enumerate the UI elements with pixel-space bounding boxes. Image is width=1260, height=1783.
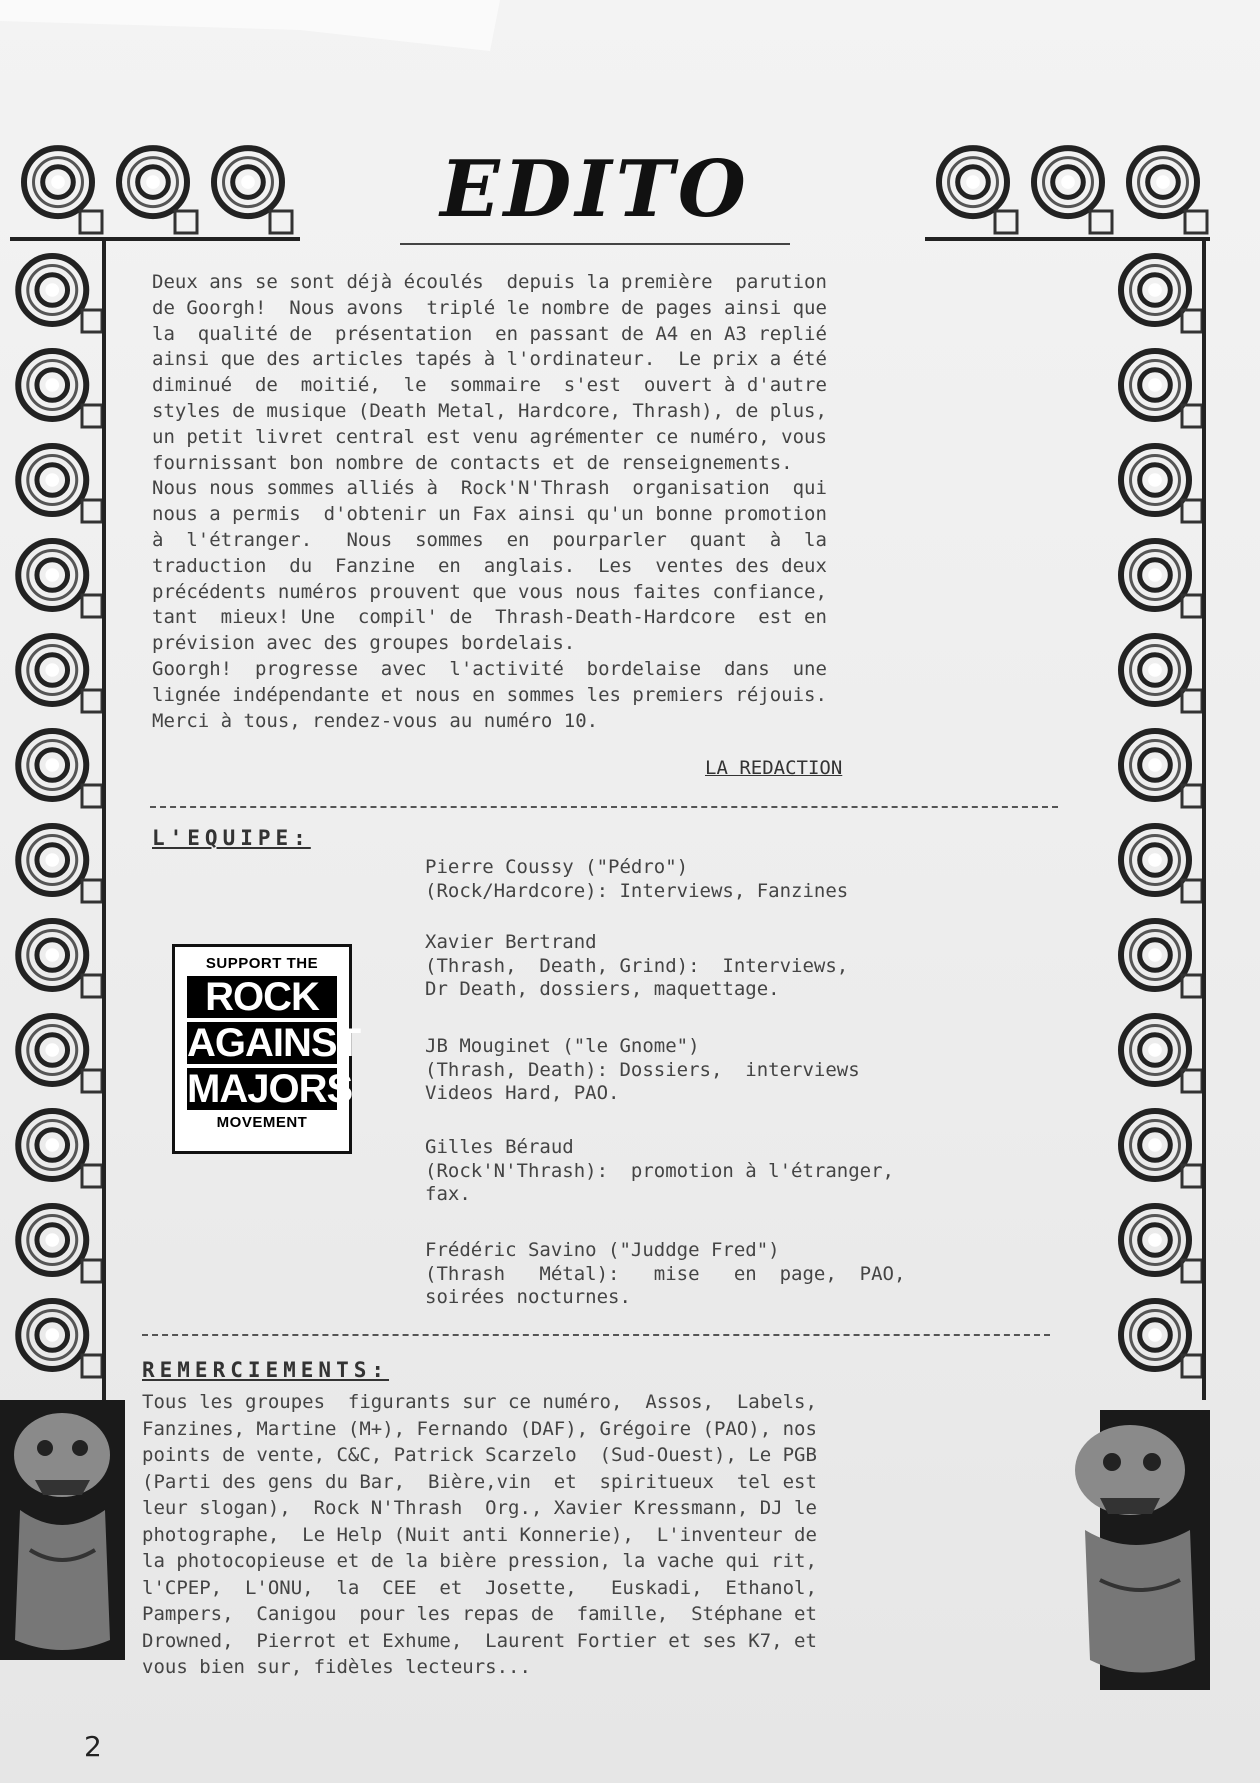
ornament-left-column (5, 240, 110, 1400)
rock-against-majors-logo (172, 944, 360, 1154)
team-member: Pierre Coussy ("Pédro") (Rock/Hardcore): Interviews, Fanzines (425, 856, 849, 902)
divider (150, 806, 1058, 808)
thanks-text: Tous les groupes figurants sur ce numéro, Assos, Labels, Fanzines, Martine (M+), Fernando (DAF), Grégoire (PAO), nos points de vente, C&C, Patrick Scarzelo (Sud-Ouest), Le PGB (Parti des gens du Bar, Bière,vin et spiritueux tel est leur slogan), Rock N'Thrash Org., Xavier Kressmann, DJ le photographe, Le Help (Nuit anti Konnerie), L'inventeur de la photocopieuse et de la bière pression, la vache qui rit, l'CPEP, L'ONU, la CEE et Josette, Euskadi, Ethanol, Pampers, Canigou pour les repas de famille, Stéphane et Drowned, Pierrot et Exhume, Laurent Fortier et ses K7, et vous bien sur, fidèles lecteurs... (142, 1391, 817, 1678)
editorial-signature: LA REDACTION (705, 757, 843, 779)
page-number: 2 (84, 1730, 102, 1763)
team-member: Gilles Béraud (Rock'N'Thrash): promotion à l'étranger, fax. (425, 1136, 894, 1205)
title-underline (400, 243, 790, 245)
team-member: Frédéric Savino ("Juddge Fred") (Thrash Métal): mise en page, PAO, soirées nocturnes. (425, 1239, 906, 1308)
ornament-right-column (1110, 240, 1210, 1400)
logo-line-majors: MAJORS (187, 1067, 353, 1111)
team-heading: L'EQUIPE: (152, 826, 311, 850)
logo-line-rock: ROCK (187, 976, 337, 1018)
divider (142, 1334, 1050, 1336)
logo-line-against: AGAINST (187, 1021, 360, 1065)
gargoyle-left-icon (0, 1400, 125, 1660)
logo-bottom-text: MOVEMENT (216, 1114, 308, 1131)
thanks-heading: REMERCIEMENTS: (142, 1358, 390, 1382)
editorial-text: Deux ans se sont déjà écoulés depuis la première parution de Goorgh! Nous avons triplé le nombre de pages ainsi que la qualité de présentation en passant de A4 en A3 replié ainsi que des articles tapés à l'ordinateur. Le prix a été diminué de moitié, le sommaire s'est ouvert à d'autre styles de musique (Death Metal, Hardcore, Thrash), de plus, un petit livret central est venu agrémenter ce numéro, vous fournissant bon nombre de contacts et de renseignements. Nous nous sommes alliés à Rock'N'Thrash organisation qui nous a permis d'obtenir un Fax ainsi qu'un bonne promotion à l'étranger. Nous sommes en pourparler quant à la traduction du Fanzine en anglais. Les ventes des deux précédents numéros prouvent que vous nous faites confiance, tant mieux! Une compil' de Thrash-Death-Hardcore est en prévision avec des groupes bordelais. Goorgh! progresse avec l'activité bordelaise dans une lignée indépendante et nous en sommes les premiers réjouis. Merci à tous, rendez-vous au numéro 10. (152, 271, 827, 732)
team-member: Xavier Bertrand (Thrash, Death, Grind): Interviews, Dr Death, dossiers, maquettage. (425, 931, 849, 1000)
torn-paper-corner (0, 0, 500, 60)
team-member: JB Mouginet ("le Gnome") (Thrash, Death): Dossiers, interviews Videos Hard, PAO. (425, 1035, 860, 1104)
ornament-top-left (10, 138, 300, 243)
gargoyle-right-icon (1060, 1410, 1210, 1690)
logo-top-text: SUPPORT THE (205, 955, 319, 972)
page-title: EDITO (440, 144, 750, 235)
ornament-top-right (925, 138, 1210, 243)
